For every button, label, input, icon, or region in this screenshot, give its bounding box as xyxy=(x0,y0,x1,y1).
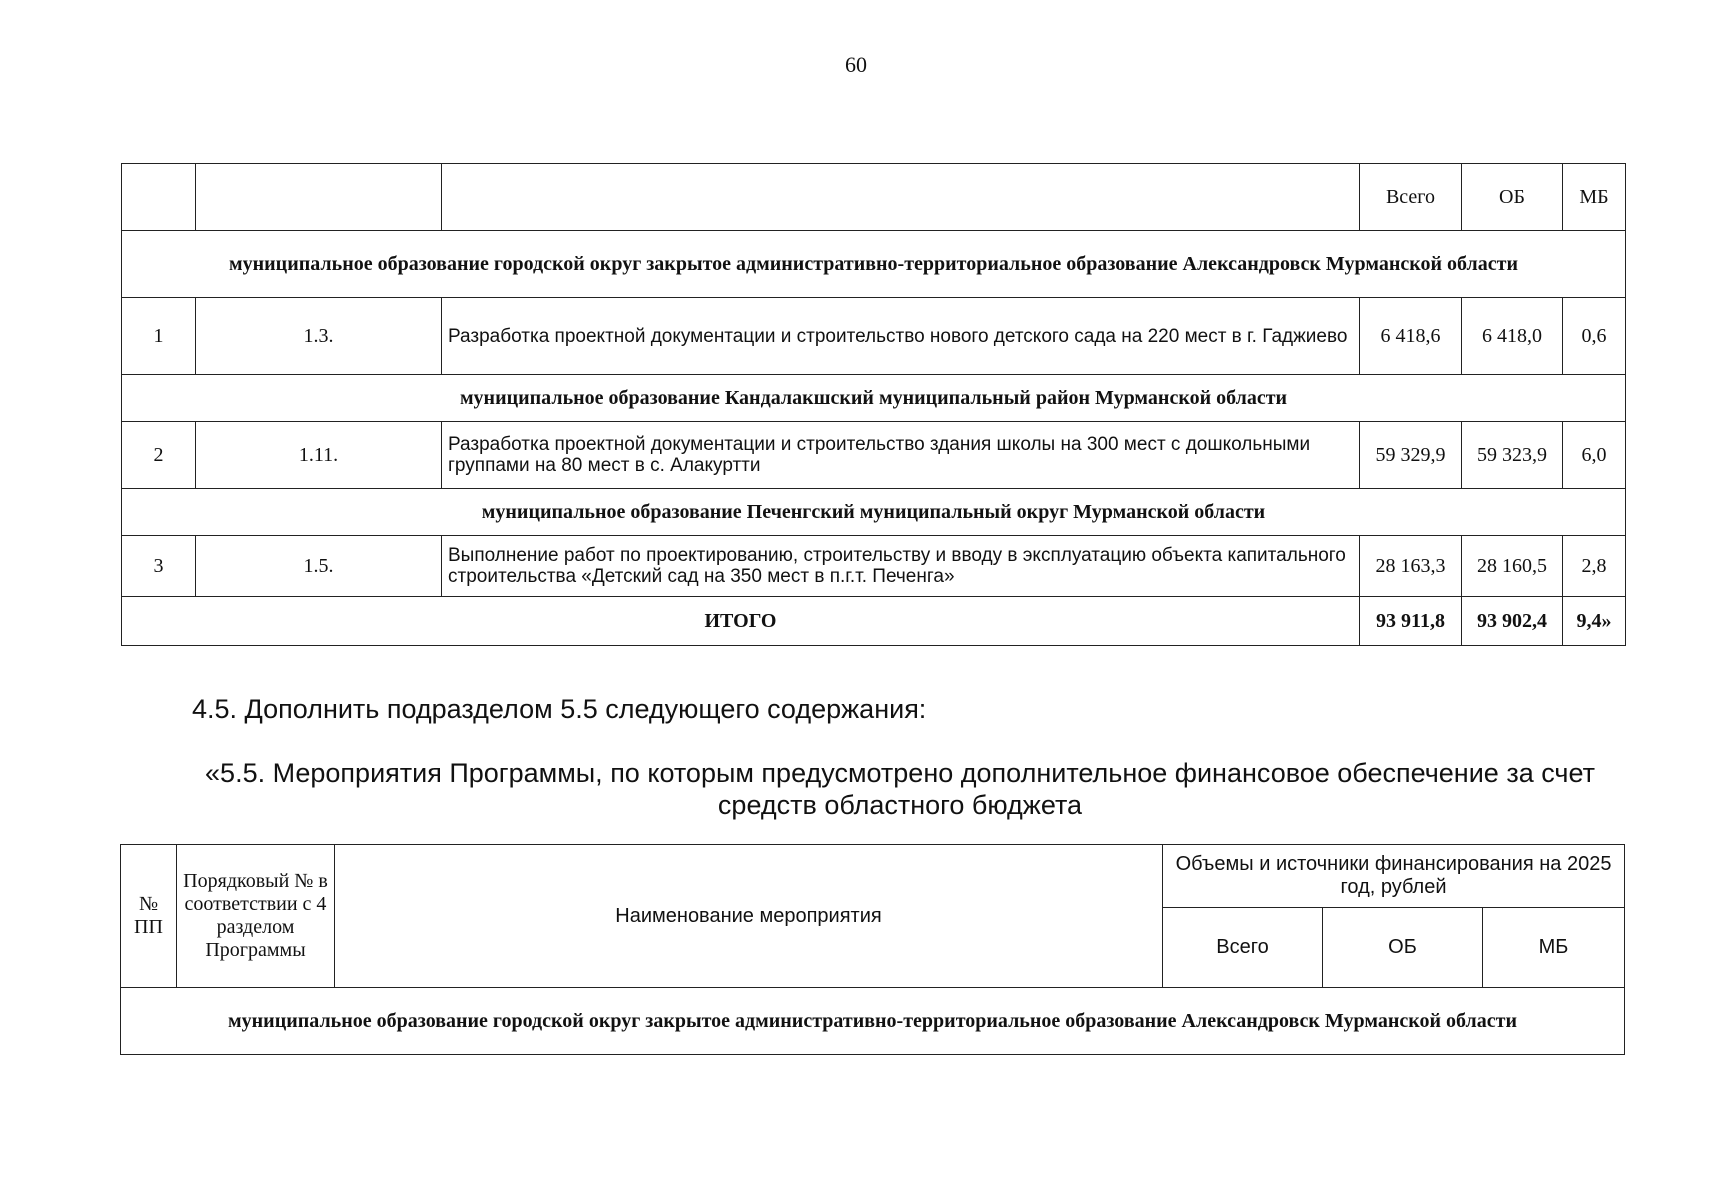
total-ob: 93 902,4 xyxy=(1462,597,1563,646)
row-ob: 28 160,5 xyxy=(1462,536,1563,597)
row-ob: 6 418,0 xyxy=(1462,298,1563,375)
table-header-row xyxy=(121,845,1625,908)
paragraph-instruction: 4.5. Дополнить подразделом 5.5 следующего содержания: xyxy=(192,694,927,724)
section-row xyxy=(122,231,1626,298)
header-mb: МБ xyxy=(1483,908,1625,988)
row-number: 3 xyxy=(122,536,196,597)
header-finance: Объемы и источники финансирования на 2025 год, рублей xyxy=(1163,845,1625,908)
header-order: Порядковый № в соответствии с 4 разделом Программы xyxy=(177,845,335,988)
row-total: 28 163,3 xyxy=(1360,536,1462,597)
row-name: Разработка проектной документации и строительство здания школы на 300 мест с дошкольными группами на 80 мест в с. Алакуртти xyxy=(442,422,1360,489)
row-name: Разработка проектной документации и строительство нового детского сада на 220 мест в г. Гаджиево xyxy=(442,298,1360,375)
row-code: 1.11. xyxy=(196,422,442,489)
total-mb: 9,4» xyxy=(1563,597,1626,646)
section-row xyxy=(121,988,1625,1055)
row-code: 1.5. xyxy=(196,536,442,597)
header-total: Всего xyxy=(1163,908,1323,988)
total-row xyxy=(122,597,1626,646)
section-title: муниципальное образование Кандалакшский муниципальный район Мурманской области xyxy=(122,375,1626,422)
row-mb: 0,6 xyxy=(1563,298,1626,375)
header-total: Всего xyxy=(1360,164,1462,231)
row-code: 1.3. xyxy=(196,298,442,375)
section-title: муниципальное образование Печенгский муниципальный округ Мурманской области xyxy=(122,489,1626,536)
header-ob: ОБ xyxy=(1462,164,1563,231)
row-name: Выполнение работ по проектированию, строительству и вводу в эксплуатацию объекта капитального строительства «Детский сад на 350 мест в п.г.т. Печенга» xyxy=(442,536,1360,597)
section-title: муниципальное образование городской округ закрытое административно-территориальное образование Александровск Мурманской области xyxy=(122,231,1626,298)
row-ob: 59 323,9 xyxy=(1462,422,1563,489)
header-mb: МБ xyxy=(1563,164,1626,231)
table-row xyxy=(122,536,1626,597)
subsection-title: «5.5. Мероприятия Программы, по которым предусмотрено дополнительное финансовое обеспечение за счет средств областного бюджета xyxy=(205,758,1595,820)
table-header-row xyxy=(122,164,1626,231)
row-mb: 6,0 xyxy=(1563,422,1626,489)
table-row xyxy=(122,298,1626,375)
total-sum: 93 911,8 xyxy=(1360,597,1462,646)
row-total: 6 418,6 xyxy=(1360,298,1462,375)
header-ob: ОБ xyxy=(1323,908,1483,988)
subsection-table xyxy=(120,844,1625,1055)
total-label: ИТОГО xyxy=(122,597,1360,646)
table-row xyxy=(122,422,1626,489)
header-num: № ПП xyxy=(121,845,177,988)
financing-table xyxy=(121,163,1626,646)
row-number: 2 xyxy=(122,422,196,489)
section-row xyxy=(122,489,1626,536)
section-title: муниципальное образование городской округ закрытое административно-территориальное образование Александровск Мурманской области xyxy=(121,988,1625,1055)
row-number: 1 xyxy=(122,298,196,375)
section-row xyxy=(122,375,1626,422)
row-total: 59 329,9 xyxy=(1360,422,1462,489)
page-number: 60 xyxy=(845,52,867,77)
row-mb: 2,8 xyxy=(1563,536,1626,597)
header-name: Наименование мероприятия xyxy=(335,845,1163,988)
